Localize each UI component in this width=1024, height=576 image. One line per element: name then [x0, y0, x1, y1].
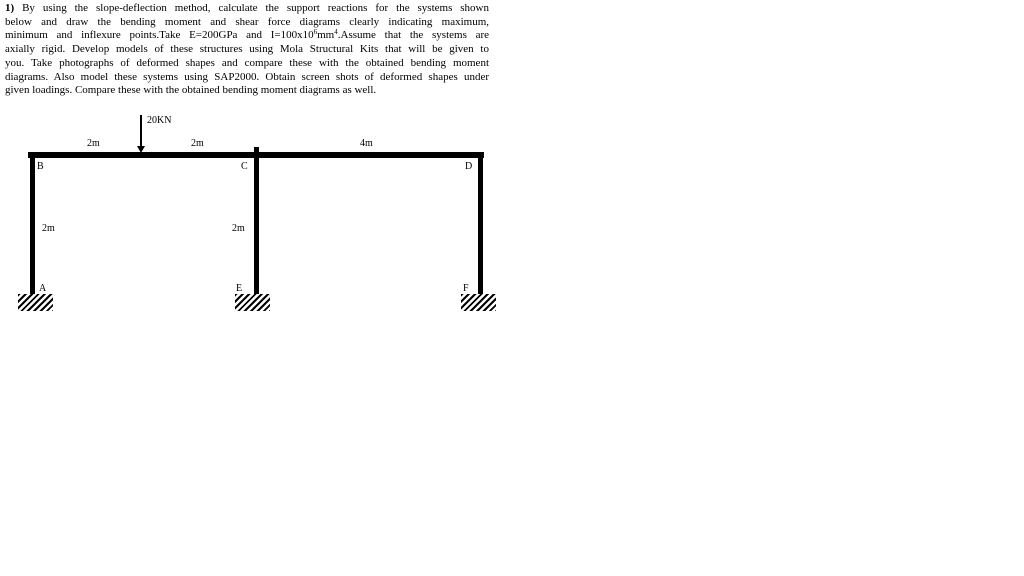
node-label-f: F — [463, 283, 469, 294]
problem-line-4: axially rigid. Develop models of these structures using Mola Structural Kits that will be given to — [5, 43, 489, 56]
problem-line-1 — [5, 2, 489, 16]
load-arrow-head-icon — [137, 146, 145, 153]
load-label: 20KN — [147, 115, 172, 126]
fixed-support-f — [461, 294, 496, 311]
problem-line-5: you. Take photographs of deformed shapes and compare these with the obtained bending moment — [5, 56, 489, 69]
node-label-e: E — [236, 283, 243, 294]
problem-line-2: below and draw the bending moment and shear force diagrams clearly indicating maximum, — [5, 15, 489, 28]
problem-number: 1) — [5, 2, 15, 14]
exponent-4: 4 — [334, 28, 338, 37]
problem-line-3-text-c: .Assume that the systems are — [337, 29, 489, 42]
column-a-b — [30, 152, 35, 295]
node-label-a: A — [39, 283, 47, 294]
node-label-d: D — [465, 161, 473, 172]
column-d-f — [478, 152, 483, 295]
problem-line-7: given loadings. Compare these with the obtained bending moment diagrams as well. — [5, 84, 377, 97]
fixed-support-e — [235, 294, 270, 311]
dimension-load-to-c: 2m — [191, 138, 204, 149]
dimension-mid-column-height: 2m — [232, 223, 245, 234]
problem-statement — [5, 2, 489, 98]
problem-line-3 — [5, 29, 489, 43]
problem-line-1-text: By using the slope-deflection method, calculate the support reactions for the systems shown — [14, 2, 489, 14]
problem-line-3-text-a: minimum and inflexure points.Take E=200GPa and I=100x10 — [5, 29, 314, 42]
problem-line-6: diagrams. Also model these systems using SAP2000. Obtain screen shots of deformed shapes under — [5, 70, 489, 83]
problem-line-3-text-b: mm — [317, 29, 335, 42]
dimension-left-column-height: 2m — [42, 223, 55, 234]
node-label-b: B — [37, 161, 44, 172]
node-label-c: C — [241, 161, 248, 172]
load-arrow-stem — [140, 115, 142, 147]
fixed-support-a — [18, 294, 53, 311]
dimension-c-to-d: 4m — [360, 138, 373, 149]
exponent-6: 6 — [313, 28, 318, 37]
column-c-e — [254, 147, 259, 295]
dimension-b-to-load: 2m — [87, 138, 100, 149]
